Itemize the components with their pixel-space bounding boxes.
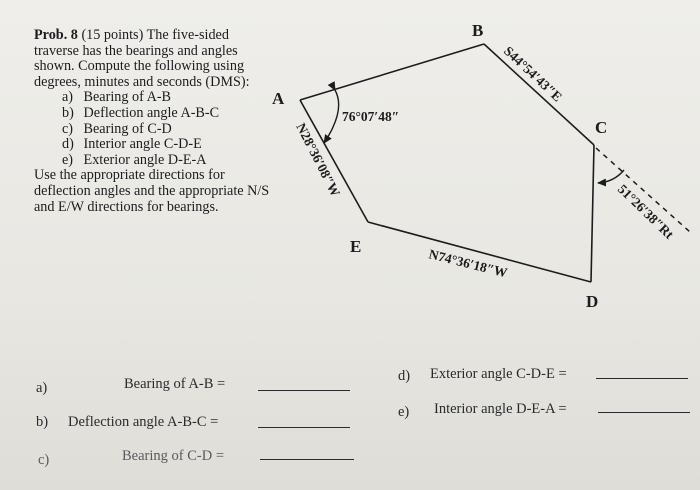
- angle-label-c: 51°26′38″Rt: [614, 181, 677, 242]
- bearing-label-ea: N28°36′08″W: [293, 120, 344, 200]
- question-text: Exterior angle D-E-A: [83, 151, 207, 168]
- question-key: e): [62, 151, 74, 168]
- answer-c-blank[interactable]: [260, 459, 354, 460]
- question-key: a): [62, 89, 74, 106]
- answer-a-key: a): [36, 380, 48, 396]
- angle-label-a: 76°07′48″: [342, 109, 400, 124]
- vertex-label-b: B: [472, 21, 484, 40]
- question-text: Interior angle C-D-E: [83, 136, 202, 153]
- answer-b-blank[interactable]: [258, 427, 350, 428]
- bearing-label-de: N74°36′18″W: [427, 246, 509, 281]
- bearing-label-bc: S44°54′43″E: [500, 43, 566, 105]
- answer-a-blank[interactable]: [258, 390, 350, 391]
- problem-intro-text: (15 points) The five-sided traverse has the bearings and angles shown. Compute the following using degrees, minutes and seconds (DMS):: [34, 27, 250, 90]
- question-text: Bearing of A-B: [83, 89, 172, 106]
- answer-e-label: Interior angle D-E-A =: [434, 401, 567, 417]
- question-key: d): [62, 136, 74, 153]
- vertex-label-a: A: [272, 89, 285, 108]
- answer-b-label: Deflection angle A-B-C =: [68, 414, 219, 430]
- answer-e-key: e): [398, 404, 410, 420]
- answer-e-blank[interactable]: [598, 412, 690, 413]
- question-key: b): [62, 104, 74, 121]
- answer-d-key: d): [398, 368, 411, 384]
- answer-a-label: Bearing of A-B =: [124, 376, 226, 392]
- answer-b-key: b): [36, 414, 49, 430]
- answer-d-blank[interactable]: [596, 378, 688, 379]
- problem-note: Use the appropriate directions for deflection angles and the appropriate N/S and E/W directions for bearings.: [34, 167, 270, 215]
- vertex-label-c: C: [595, 118, 608, 137]
- vertex-label-d: D: [586, 292, 599, 311]
- answer-d-label: Exterior angle C-D-E =: [430, 366, 567, 382]
- question-text: Bearing of C-D: [83, 120, 172, 137]
- problem-label: Prob. 8: [34, 27, 78, 43]
- question-text: Deflection angle A-B-C: [83, 104, 220, 121]
- vertex-label-e: E: [350, 237, 362, 256]
- answer-c-key: c): [38, 452, 50, 468]
- question-key: c): [62, 120, 74, 137]
- answer-c-label: Bearing of C-D =: [122, 448, 225, 464]
